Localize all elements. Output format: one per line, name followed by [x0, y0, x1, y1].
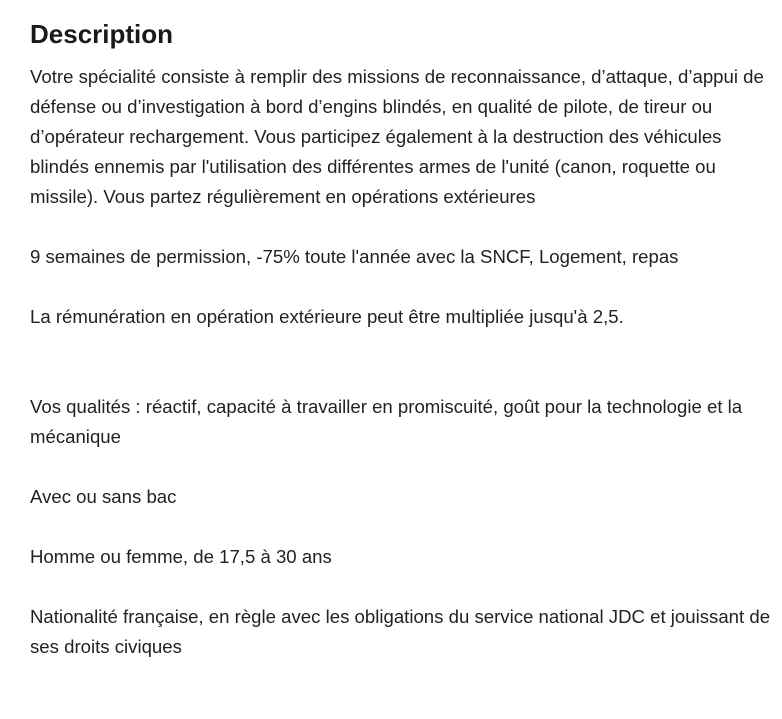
section-title: Description: [30, 19, 174, 49]
paragraph-qualities: Vos qualités : réactif, capacité à travailler en promiscuité, goût pour la technologie et la mécanique: [30, 396, 743, 447]
paragraph-age: Homme ou femme, de 17,5 à 30 ans: [30, 546, 332, 567]
description-section: [30, 16, 778, 692]
paragraph-mission: Votre spécialité consiste à remplir des missions de reconnaissance, d’attaque, d’appui de défense ou d’investigation à bord d’engins blindés, en qualité de pilote, de tireur ou d’opérateur rechargement. Vous participez également à la destruction des véhicules blindés ennemis par l'utilisation des différentes armes de l'unité (canon, roquette ou missile). Vous partez régulièrement en opérations extérieures: [30, 66, 764, 207]
paragraph-benefits: 9 semaines de permission, -75% toute l'année avec la SNCF, Logement, repas: [30, 246, 679, 267]
paragraph-nationality: Nationalité française, en règle avec les obligations du service national JDC et jouissant de ses droits civiques: [30, 606, 771, 657]
paragraph-education: Avec ou sans bac: [30, 486, 177, 507]
paragraph-remuneration: La rémunération en opération extérieure peut être multipliée jusqu'à 2,5.: [30, 306, 624, 327]
